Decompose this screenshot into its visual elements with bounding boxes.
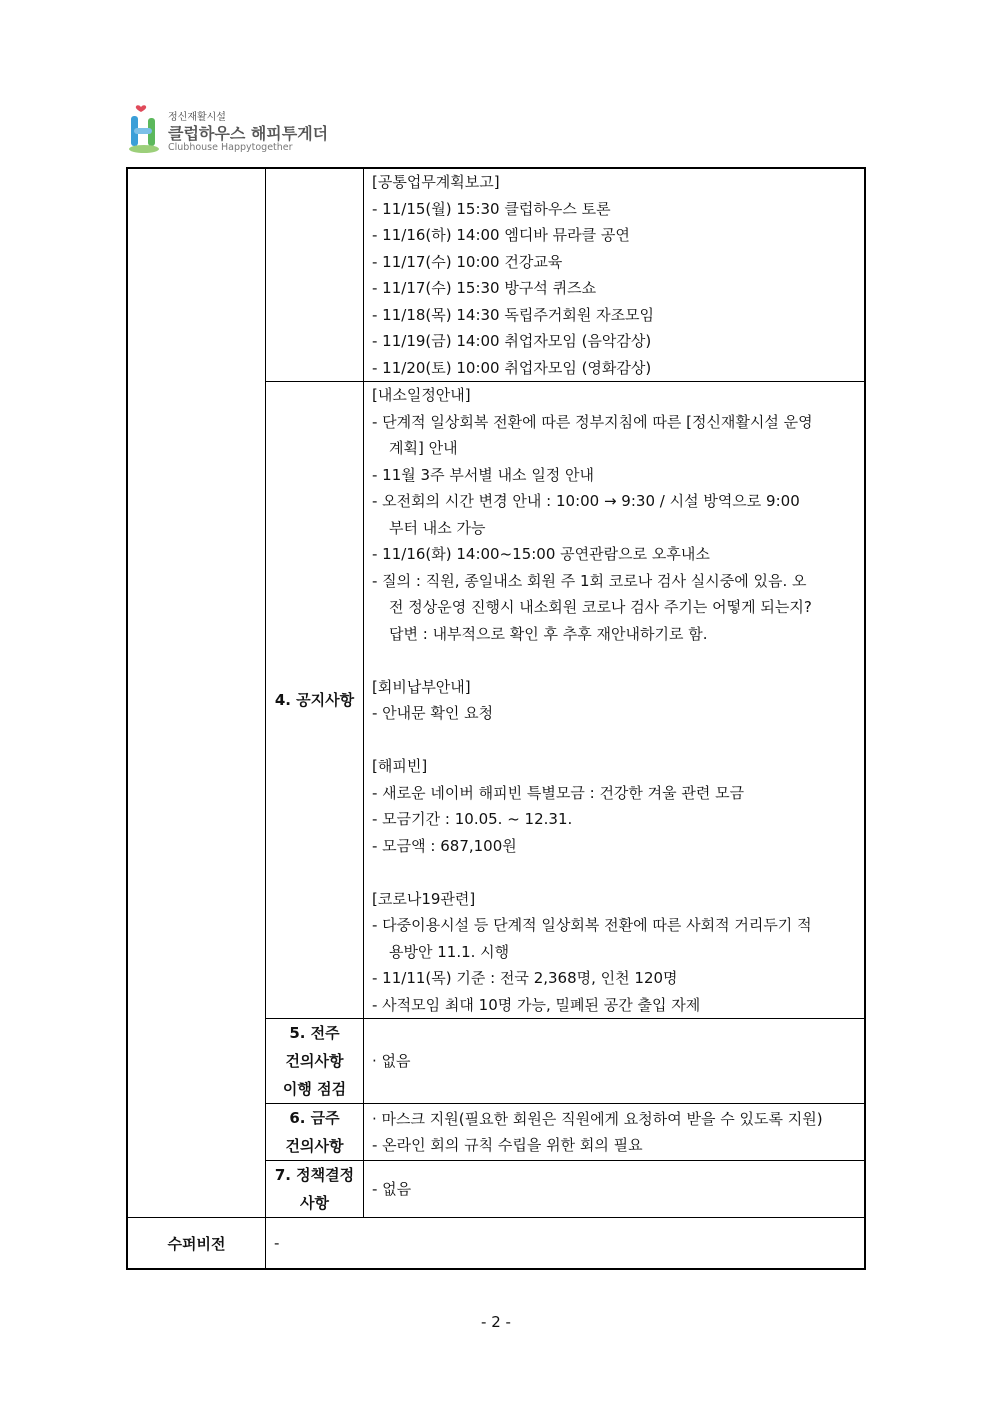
list-item: - 11월 3주 부서별 내소 일정 안내	[372, 465, 595, 484]
list-item: - 11/18(목) 14:30 독립주거회원 자조모임	[372, 305, 655, 324]
label-line: 건의사항	[285, 1137, 344, 1155]
list-item: - 사적모임 최대 10명 가능, 밀폐된 공간 출입 자제	[372, 995, 701, 1014]
notice-cell	[364, 382, 866, 1019]
supervision-label: 수퍼비전	[127, 1218, 266, 1270]
list-item: - 11/11(목) 기준 : 전국 2,368명, 인천 120명	[372, 969, 678, 987]
list-item: - 안내문 확인 요청	[372, 704, 494, 722]
list-item: - 질의 : 직원, 종일내소 회원 주 1회 코로나 검사 실시중에 있음. 오	[372, 571, 807, 590]
prev-week-label	[266, 1019, 364, 1104]
policy-cell	[364, 1161, 866, 1218]
list-item: - 11/16(화) 14:00~15:00 공연관람으로 오후내소	[372, 545, 710, 563]
list-item: - 11/17(수) 10:00 건강교육	[372, 252, 563, 271]
list-item-cont: 계획] 안내	[389, 439, 458, 457]
list-item: - 11/19(금) 14:00 취업자모임 (음악감상)	[372, 332, 652, 350]
section-title: [해피빈]	[372, 757, 428, 775]
table-row	[127, 1218, 865, 1270]
label-line: 이행 점검	[282, 1080, 347, 1098]
clubhouse-logo-icon	[128, 104, 162, 154]
org-name-en: Clubhouse Happytogether	[168, 142, 293, 153]
list-item: - 단계적 일상회복 전환에 따른 정부지침에 따른 [정신재활시설 운영	[372, 412, 813, 431]
prev-week-cell	[364, 1019, 866, 1104]
label-line: 7. 정책결정	[274, 1166, 355, 1184]
list-item: · 없음	[372, 1051, 411, 1070]
section-title: [내소일정안내]	[372, 386, 471, 404]
list-item-cont: 답변 : 내부적으로 확인 후 추후 재안내하기로 함.	[389, 624, 708, 643]
list-item: - 온라인 회의 규칙 수립을 위한 회의 필요	[372, 1136, 643, 1154]
supervision-content: -	[274, 1233, 280, 1252]
list-item: - 11/16(하) 14:00 엠디바 뮤라클 공연	[372, 226, 630, 244]
list-item: - 다중이용시설 등 단계적 일상회복 전환에 따른 사회적 거리두기 적	[372, 916, 812, 934]
label-line: 6. 금주	[289, 1109, 340, 1127]
spacer	[372, 727, 856, 754]
label-line: 사항	[300, 1194, 329, 1212]
this-week-cell	[364, 1104, 866, 1161]
table-row	[127, 168, 865, 382]
page-number: - 2 -	[481, 1313, 511, 1331]
list-item: · 마스크 지원(필요한 회원은 직원에게 요청하여 받을 수 있도록 지원)	[372, 1109, 823, 1128]
list-item: - 모금기간 : 10.05. ~ 12.31.	[372, 810, 573, 828]
list-item-cont: 부터 내소 가능	[389, 518, 486, 537]
list-item: - 11/15(월) 15:30 클럽하우스 토론	[372, 199, 611, 218]
spacer	[372, 647, 856, 674]
list-item: - 오전회의 시간 변경 안내 : 10:00 → 9:30 / 시설 방역으로 9:00	[372, 492, 800, 510]
spacer	[372, 859, 856, 886]
list-item: - 모금액 : 687,100원	[372, 836, 517, 855]
org-name: 클럽하우스 해피투게더	[168, 124, 329, 143]
header-logo	[128, 104, 348, 156]
notice-label: 4. 공지사항	[266, 382, 364, 1019]
list-item-cont: 용방안 11.1. 시행	[389, 942, 510, 961]
supervision-cell	[266, 1218, 866, 1270]
category-cell	[127, 168, 266, 1218]
org-type: 정신재활시설	[168, 112, 226, 123]
this-week-label	[266, 1104, 364, 1161]
row-label-empty	[266, 168, 364, 382]
policy-label	[266, 1161, 364, 1218]
label-line: 건의사항	[285, 1052, 344, 1070]
common-plan-cell	[364, 168, 866, 382]
list-item-cont: 전 정상운영 진행시 내소회원 코로나 검사 주기는 어떻게 되는지?	[389, 598, 812, 616]
section-title: [공통업무계획보고]	[372, 173, 500, 191]
section-title: [회비납부안내]	[372, 677, 471, 696]
list-item: - 11/17(수) 15:30 방구석 퀴즈쇼	[372, 279, 597, 297]
list-item: - 새로운 네이버 해피빈 특별모금 : 건강한 겨울 관련 모금	[372, 783, 745, 802]
list-item: - 11/20(토) 10:00 취업자모임 (영화감상)	[372, 358, 652, 377]
section-title: [코로나19관련]	[372, 889, 476, 908]
label-line: 5. 전주	[289, 1024, 340, 1042]
meeting-minutes-table	[126, 167, 866, 1270]
list-item: - 없음	[372, 1179, 412, 1198]
